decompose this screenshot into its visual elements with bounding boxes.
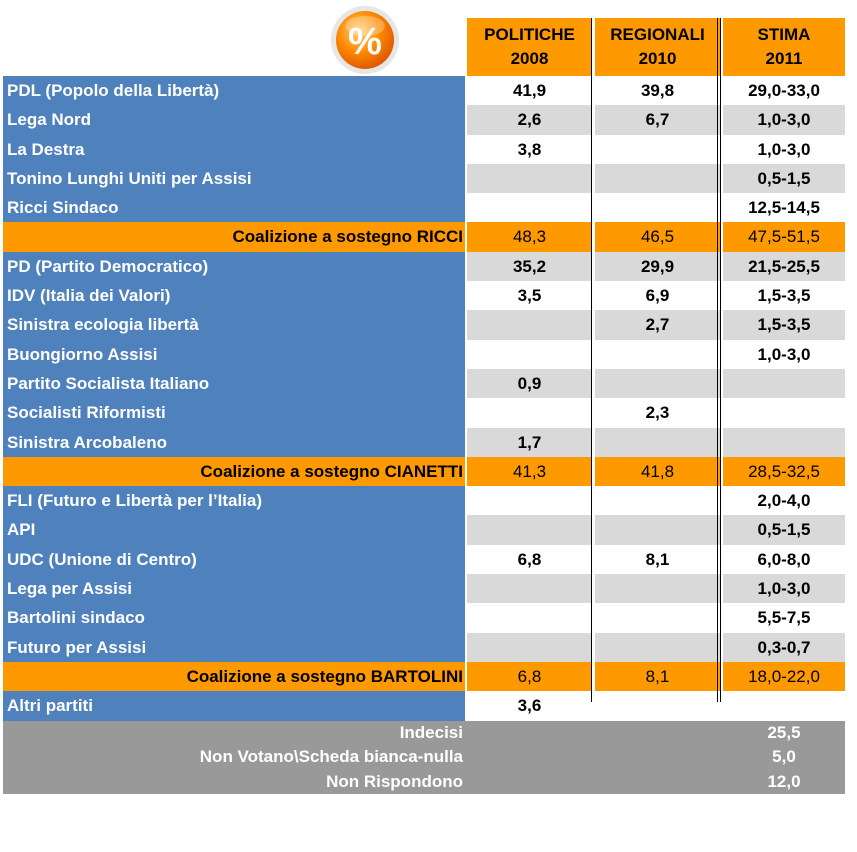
- value-cell: 8,1: [595, 545, 720, 574]
- party-label: Partito Socialista Italiano: [3, 369, 465, 398]
- coalition-label: Coalizione a sostegno BARTOLINI: [3, 662, 465, 691]
- value-cell: 0,5-1,5: [723, 164, 845, 193]
- party-label: Futuro per Assisi: [3, 633, 465, 662]
- poll-table: [3, 18, 845, 794]
- value-cell: [467, 574, 592, 603]
- value-cell: 2,3: [595, 398, 720, 427]
- party-label: Altri partiti: [3, 691, 465, 720]
- value-cell: [467, 340, 592, 369]
- separator-politiche-regionali: [591, 18, 592, 702]
- value-cell: 6,0-8,0: [723, 545, 845, 574]
- value-cell: 28,5-32,5: [723, 457, 845, 486]
- party-row: [3, 340, 845, 369]
- value-cell: 1,5-3,5: [723, 281, 845, 310]
- party-label: Socialisti Riformisti: [3, 398, 465, 427]
- value-cell: 1,7: [467, 428, 592, 457]
- summary-row: [3, 770, 845, 795]
- summary-label: Non Rispondono: [3, 770, 465, 795]
- value-cell: [595, 340, 720, 369]
- value-cell: 6,7: [595, 105, 720, 134]
- header-row: [3, 18, 845, 76]
- column-header-title: POLITICHE: [484, 25, 575, 44]
- party-label: La Destra: [3, 135, 465, 164]
- party-label: Sinistra ecologia libertà: [3, 310, 465, 339]
- column-header-year: 2011: [765, 49, 803, 68]
- party-label: Sinistra Arcobaleno: [3, 428, 465, 457]
- value-cell: 29,9: [595, 252, 720, 281]
- value-cell: 39,8: [595, 76, 720, 105]
- value-cell: 0,5-1,5: [723, 515, 845, 544]
- value-cell: [595, 603, 720, 632]
- party-row: [3, 281, 845, 310]
- column-header-title: REGIONALI: [610, 25, 705, 44]
- summary-row: [3, 721, 845, 746]
- value-cell: 29,0-33,0: [723, 76, 845, 105]
- value-cell: [595, 633, 720, 662]
- party-label: Lega per Assisi: [3, 574, 465, 603]
- party-label: API: [3, 515, 465, 544]
- value-cell: [723, 398, 845, 427]
- party-label: Tonino Lunghi Uniti per Assisi: [3, 164, 465, 193]
- column-header-year: 2008: [510, 49, 549, 68]
- summary-value: 12,0: [723, 770, 845, 795]
- column-header-stima: [723, 18, 845, 76]
- party-row: [3, 252, 845, 281]
- value-cell: [595, 515, 720, 544]
- value-cell: 1,0-3,0: [723, 105, 845, 134]
- value-cell: [595, 164, 720, 193]
- party-label: Buongiorno Assisi: [3, 340, 465, 369]
- value-cell: 2,6: [467, 105, 592, 134]
- value-cell: 41,9: [467, 76, 592, 105]
- column-header-politiche: [467, 18, 592, 76]
- value-cell: 8,1: [595, 662, 720, 691]
- party-row: [3, 76, 845, 105]
- value-cell: 41,8: [595, 457, 720, 486]
- value-cell: [467, 398, 592, 427]
- value-cell: 3,8: [467, 135, 592, 164]
- summary-row: [3, 745, 845, 770]
- party-row: [3, 398, 845, 427]
- party-label: FLI (Futuro e Libertà per l’Italia): [3, 486, 465, 515]
- coalition-row: [3, 222, 845, 251]
- value-cell: 0,3-0,7: [723, 633, 845, 662]
- value-cell: [595, 369, 720, 398]
- party-label: IDV (Italia dei Valori): [3, 281, 465, 310]
- party-row: [3, 574, 845, 603]
- value-cell: [723, 428, 845, 457]
- separator-regionali-stima: [717, 18, 718, 702]
- party-row: [3, 545, 845, 574]
- value-cell: 48,3: [467, 222, 592, 251]
- value-cell: 41,3: [467, 457, 592, 486]
- value-cell: [467, 486, 592, 515]
- column-header-year: 2010: [638, 49, 677, 68]
- value-cell: [467, 633, 592, 662]
- value-cell: 6,8: [467, 662, 592, 691]
- party-row: [3, 603, 845, 632]
- summary-value: 5,0: [723, 745, 845, 770]
- value-cell: [595, 135, 720, 164]
- value-cell: 1,0-3,0: [723, 135, 845, 164]
- value-cell: 5,5-7,5: [723, 603, 845, 632]
- value-cell: [467, 193, 592, 222]
- value-cell: 1,5-3,5: [723, 310, 845, 339]
- svg-text:%: %: [348, 21, 382, 63]
- value-cell: [467, 310, 592, 339]
- party-row: [3, 135, 845, 164]
- value-cell: 2,7: [595, 310, 720, 339]
- value-cell: 0,9: [467, 369, 592, 398]
- value-cell: 1,0-3,0: [723, 340, 845, 369]
- value-cell: 3,6: [467, 691, 592, 720]
- value-cell: [595, 193, 720, 222]
- value-cell: 1,0-3,0: [723, 574, 845, 603]
- separator-stima-inner: [720, 18, 721, 702]
- party-row: [3, 193, 845, 222]
- value-cell: 12,5-14,5: [723, 193, 845, 222]
- party-label: Bartolini sindaco: [3, 603, 465, 632]
- value-cell: [595, 691, 720, 720]
- party-row: [3, 369, 845, 398]
- value-cell: 46,5: [595, 222, 720, 251]
- party-row: [3, 486, 845, 515]
- party-label: PDL (Popolo della Libertà): [3, 76, 465, 105]
- summary-value: 25,5: [723, 721, 845, 746]
- party-row: [3, 691, 845, 720]
- value-cell: 21,5-25,5: [723, 252, 845, 281]
- value-cell: [595, 486, 720, 515]
- value-cell: 2,0-4,0: [723, 486, 845, 515]
- value-cell: [467, 603, 592, 632]
- party-row: [3, 105, 845, 134]
- coalition-label: Coalizione a sostegno CIANETTI: [3, 457, 465, 486]
- party-label: Ricci Sindaco: [3, 193, 465, 222]
- value-cell: [723, 369, 845, 398]
- value-cell: [595, 574, 720, 603]
- column-header-title: STIMA: [757, 25, 811, 44]
- party-label: PD (Partito Democratico): [3, 252, 465, 281]
- coalition-row: [3, 457, 845, 486]
- coalition-label: Coalizione a sostegno RICCI: [3, 222, 465, 251]
- summary-label: Non Votano\Scheda bianca-nulla: [3, 745, 465, 770]
- value-cell: 47,5-51,5: [723, 222, 845, 251]
- column-header-regionali: [595, 18, 720, 76]
- value-cell: [467, 515, 592, 544]
- party-row: [3, 428, 845, 457]
- party-row: [3, 310, 845, 339]
- party-row: [3, 164, 845, 193]
- value-cell: [723, 691, 845, 720]
- coalition-row: [3, 662, 845, 691]
- value-cell: 6,8: [467, 545, 592, 574]
- value-cell: 6,9: [595, 281, 720, 310]
- party-label: UDC (Unione di Centro): [3, 545, 465, 574]
- value-cell: 3,5: [467, 281, 592, 310]
- value-cell: 35,2: [467, 252, 592, 281]
- party-label: Lega Nord: [3, 105, 465, 134]
- value-cell: [467, 164, 592, 193]
- summary-label: Indecisi: [3, 721, 465, 746]
- party-row: [3, 515, 845, 544]
- value-cell: [595, 428, 720, 457]
- party-row: [3, 633, 845, 662]
- value-cell: 18,0-22,0: [723, 662, 845, 691]
